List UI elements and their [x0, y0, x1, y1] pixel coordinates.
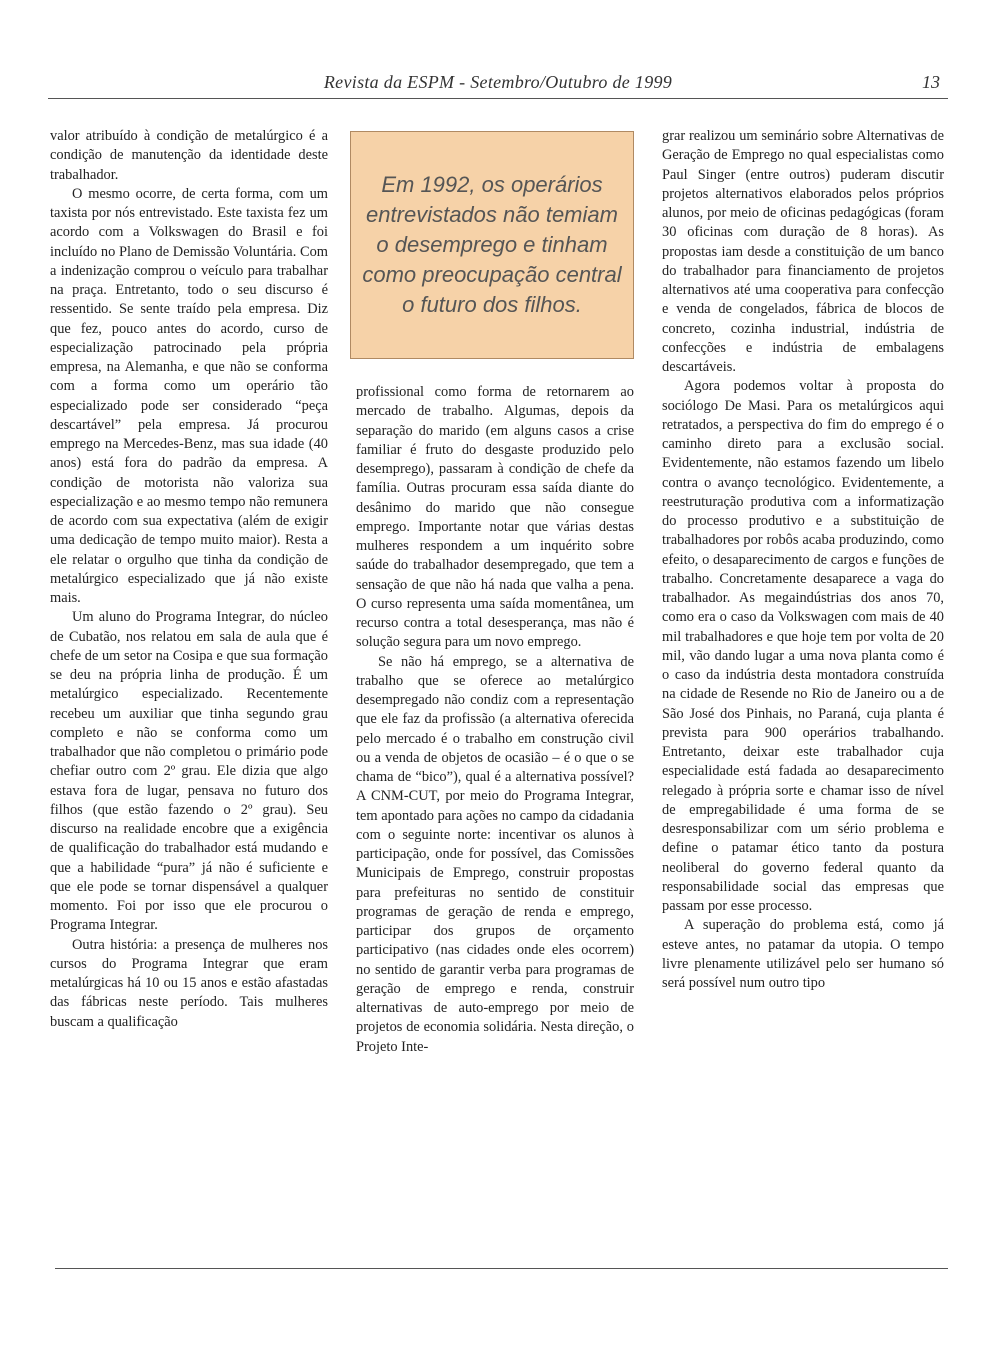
footer-rule [55, 1268, 948, 1269]
text-column-1 [50, 127, 328, 1032]
text-column-3 [662, 127, 944, 993]
paragraph: Agora podemos voltar à proposta do sociólogo De Masi. Para os metalúrgicos aqui retratados, a perspectiva do fim do emprego é o caminho direto para a exclusão social. Evidentemente, não estamos fazendo um libelo contra o avanço tecnológico. Evidentemente, a reestruturação produtiva com a informatização do processo produtivo e a substituição de trabalhadores por robôs acaba produzindo, como efeito, o desaparecimento de cargos e funções de trabalho. Concretamente desaparece a vaga do trabalhador. As megaindústrias dos anos 70, como era o caso da Volkswagen com mais de 40 mil trabalhadores e que hoje tem por volta de 20 mil, vão dando lugar a uma nova planta como é o caso da indústria desta montadora construída na cidade de Resende no Rio de Janeiro ou a de São José dos Pinhais, no Paraná, cuja planta é prevista para 900 operários trabalhando. Entretanto, deixar este trabalhador cuja especialidade está fadada ao desaparecimento relegado à própria sorte e chamar isso de nível de empregabilidade é uma forma de se desresponsabilizar com um sério problema e define o patamar ético tanto da postura neoliberal do governo federal quanto da responsabilidade social das empresas que passam por esse processo. [662, 378, 944, 914]
journal-title: Revista da ESPM - Setembro/Outubro de 1999 [323, 72, 673, 92]
paragraph: Outra história: a presença de mulheres nos cursos do Programa Integrar que eram metalúrgicas há 10 ou 15 anos e estão afastadas das fábricas neste período. Tais mulheres buscam a qualificação [50, 936, 328, 1030]
running-header [48, 72, 948, 99]
paragraph: valor atribuído à condição de metalúrgico é a condição de manutenção da identidade deste trabalhador. [50, 128, 328, 183]
paragraph: grar realizou um seminário sobre Alternativas de Geração de Emprego no qual especialistas como Paul Singer (entre outros) puderam discutir projetos alternativos elaborados pelos próprios alunos, por meio de oficinas pedagógicas (foram 30 oficinas com duração de 8 horas). As propostas iam desde a constituição de um banco do trabalhador para financiamento de projetos alternativos até uma cooperativa para confecção e venda de congelados, fábrica de blocos de concreto, cozinha industrial, indústria de confecções e indústria de embalagens descartáveis. [662, 128, 944, 375]
page-number: 13 [922, 72, 940, 92]
paragraph: Um aluno do Programa Integrar, do núcleo de Cubatão, nos relatou em sala de aula que é chefe de um setor na Cosipa e que sua formação se deu na própria linha de produção. É um metalúrgico especializado. Recentemente recebeu um auxiliar que tinha segundo grau completo e não se conforma como um trabalhador que não completou o primário pode chefiar outro com 2º grau. Ele dizia que algo estava fora de lugar, pensava no futuro dos filhos (que estão fazendo o 2º grau). Seu discurso na realidade encobre que a exigência de qualificação do trabalhador está mudando e que a habilidade “pura” já não é suficiente e que ele pode se tornar dispensável a qualquer momento. Foi por isso que ele procurou o Programa Integrar. [50, 609, 328, 934]
pull-quote-text: Em 1992, os operários entrevistados não temiam o desemprego e tinham como preocupação central o futuro dos filhos. [362, 172, 622, 317]
pull-quote-box [350, 131, 634, 359]
paragraph: Se não há emprego, se a alternativa de trabalho que se oferece ao metalúrgico desempregado não condiz com a representação que ele faz da profissão (a alternativa oferecida pelo mercado é o trabalho em construção civil ou a venda de objetos de ocasião – é o que o se chama de “bico”), qual é a alternativa possível? A CNM-CUT, por meio do Programa Integrar, tem apontado para ações no campo da cidadania com o seguinte norte: incentivar os alunos à participação, onde for possível, das Comissões Municipais de Emprego, construir propostas para prefeituras no sentido de constituir programas de geração de renda e emprego, participar dos grupos de orçamento participativo (nas cidades onde eles ocorrem) no sentido de garantir verba para programas de geração de emprego e renda, construir alternativas de auto-emprego por meio de projetos de economia solidária. Nesta direção, o Projeto Inte- [356, 653, 634, 1055]
text-column-2 [356, 383, 634, 1057]
paragraph: A superação do problema está, como já esteve antes, no patamar da utopia. O tempo livre plenamente utilizável pelo ser humano só será possível num outro tipo [662, 917, 944, 991]
paragraph: profissional como forma de retornarem ao mercado de trabalho. Algumas, depois da separação do marido (em alguns casos a crise familiar é fruto do desgaste produzido pelo desemprego), passaram à condição de chefe da família. Outras procuram essa saída diante do desânimo do marido que não consegue emprego. Importante notar que várias destas mulheres respondem a um inquérito sobre saúde do trabalhador desempregado, que tem a sensação de que não há nada que valha a pena. O curso representa uma saída momentânea, um recurso contra a total desesperança, mas não é solução segura para um novo emprego. [356, 384, 634, 651]
paragraph: O mesmo ocorre, de certa forma, com um taxista por nós entrevistado. Este taxista fez um acordo com a Volkswagen do Brasil e foi incluído no Plano de Demissão Voluntária. Com a indenização comprou o veículo para trabalhar na praça. Entretanto, todo o seu discurso é ressentido. Se sente traído pela empresa. Diz que fez, pouco antes do acordo, curso de especialização patrocinado pela própria empresa, na Alemanha, e que não se conforma com a forma como um operário tão especializado pode ser considerado “peça descartável” pela empresa. Já procurou emprego na Mercedes-Benz, mas sua idade (40 anos) está fora do padrão da empresa. A condição de motorista não valoriza sua especialização e ao mesmo tempo não remunera de acordo com sua expectativa (além de exigir uma dedicação de tempo muito maior). Resta a ele relatar o orgulho que tinha da condição de metalúrgico especializado que já não existe mais. [50, 185, 328, 606]
